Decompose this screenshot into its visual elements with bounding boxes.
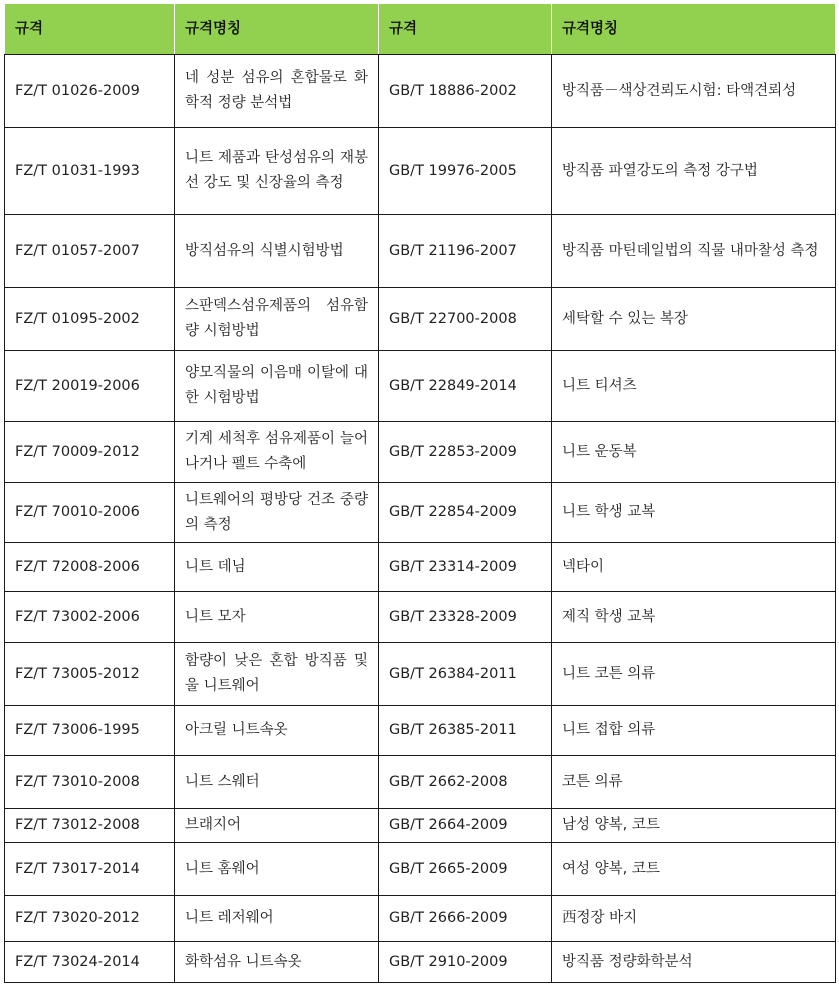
- standard-code-cell: FZ/T 73010-2008: [5, 756, 175, 809]
- standard-code-cell: GB/T 2910-2009: [379, 942, 552, 983]
- standard-code-cell: FZ/T 73005-2012: [5, 643, 175, 706]
- standard-name-cell: 니트 제품과 탄성섬유의 재봉선 강도 및 신장율의 측정: [175, 128, 379, 215]
- table-row: [5, 592, 836, 643]
- table-row: [5, 543, 836, 592]
- standard-code-cell: GB/T 23314-2009: [379, 543, 552, 592]
- standard-code-cell: FZ/T 73002-2006: [5, 592, 175, 643]
- table-row: [5, 643, 836, 706]
- standard-code-cell: GB/T 22853-2009: [379, 422, 552, 483]
- standard-name-cell: 니트 코튼 의류: [552, 643, 836, 706]
- standard-name-cell: 니트 홈웨어: [175, 843, 379, 896]
- table-row: [5, 483, 836, 543]
- standard-name-cell: 방직품－색상견뢰도시험: 타액견뢰성: [552, 55, 836, 128]
- table-row: [5, 422, 836, 483]
- standard-name-cell: 스판덱스섬유제품의 섬유함량 시험방법: [175, 288, 379, 351]
- standard-name-cell: 니트 접합 의류: [552, 706, 836, 756]
- standard-name-cell: 니트 레저웨어: [175, 896, 379, 942]
- table-row: [5, 942, 836, 983]
- header-code-2: 규격: [379, 4, 552, 55]
- table-row: [5, 351, 836, 422]
- standard-name-cell: 니트 티셔츠: [552, 351, 836, 422]
- standard-code-cell: GB/T 2666-2009: [379, 896, 552, 942]
- standard-name-cell: 양모직물의 이음매 이탈에 대한 시험방법: [175, 351, 379, 422]
- standard-name-cell: 니트웨어의 평방당 건조 중량의 측정: [175, 483, 379, 543]
- standard-name-cell: 네 성분 섬유의 혼합물로 화학적 정량 분석법: [175, 55, 379, 128]
- standard-name-cell: 기계 세척후 섬유제품이 늘어나거나 펠트 수축에: [175, 422, 379, 483]
- header-row: [5, 4, 836, 55]
- standard-name-cell: 화학섬유 니트속옷: [175, 942, 379, 983]
- standard-code-cell: GB/T 26385-2011: [379, 706, 552, 756]
- standard-code-cell: GB/T 22700-2008: [379, 288, 552, 351]
- standard-name-cell: 세탁할 수 있는 복장: [552, 288, 836, 351]
- standard-code-cell: GB/T 22854-2009: [379, 483, 552, 543]
- standard-name-cell: 여성 양복, 코트: [552, 843, 836, 896]
- standard-name-cell: 남성 양복, 코트: [552, 809, 836, 843]
- standard-code-cell: FZ/T 20019-2006: [5, 351, 175, 422]
- standard-name-cell: 西정장 바지: [552, 896, 836, 942]
- header-name-2: 규격명칭: [552, 4, 836, 55]
- standard-code-cell: FZ/T 70009-2012: [5, 422, 175, 483]
- standard-name-cell: 방직품 마틴데일법의 직물 내마찰성 측정: [552, 215, 836, 288]
- header-name-1: 규격명칭: [175, 4, 379, 55]
- standard-code-cell: GB/T 19976-2005: [379, 128, 552, 215]
- standard-name-cell: 함량이 낮은 혼합 방직품 및 울 니트웨어: [175, 643, 379, 706]
- standard-name-cell: 니트 스웨터: [175, 756, 379, 809]
- standard-code-cell: GB/T 2664-2009: [379, 809, 552, 843]
- table-row: [5, 706, 836, 756]
- standard-code-cell: GB/T 26384-2011: [379, 643, 552, 706]
- standard-code-cell: FZ/T 73012-2008: [5, 809, 175, 843]
- standard-code-cell: GB/T 22849-2014: [379, 351, 552, 422]
- table-row: [5, 288, 836, 351]
- standard-name-cell: 제직 학생 교복: [552, 592, 836, 643]
- table-row: [5, 128, 836, 215]
- standard-code-cell: FZ/T 73024-2014: [5, 942, 175, 983]
- header-code-1: 규격: [5, 4, 175, 55]
- standard-code-cell: FZ/T 01026-2009: [5, 55, 175, 128]
- standard-name-cell: 니트 학생 교복: [552, 483, 836, 543]
- table-row: [5, 215, 836, 288]
- table-row: [5, 756, 836, 809]
- standard-name-cell: 방직섬유의 식별시험방법: [175, 215, 379, 288]
- standard-name-cell: 방직품 정량화학분석: [552, 942, 836, 983]
- standard-name-cell: 니트 데님: [175, 543, 379, 592]
- standard-name-cell: 넥타이: [552, 543, 836, 592]
- standard-code-cell: GB/T 2662-2008: [379, 756, 552, 809]
- table-row: [5, 843, 836, 896]
- standard-code-cell: FZ/T 73017-2014: [5, 843, 175, 896]
- standard-code-cell: FZ/T 01095-2002: [5, 288, 175, 351]
- standards-table: [4, 3, 836, 983]
- standard-code-cell: FZ/T 73020-2012: [5, 896, 175, 942]
- standard-code-cell: FZ/T 73006-1995: [5, 706, 175, 756]
- standard-code-cell: FZ/T 01057-2007: [5, 215, 175, 288]
- standard-code-cell: GB/T 18886-2002: [379, 55, 552, 128]
- standard-code-cell: GB/T 21196-2007: [379, 215, 552, 288]
- standard-name-cell: 아크릴 니트속옷: [175, 706, 379, 756]
- standard-code-cell: FZ/T 72008-2006: [5, 543, 175, 592]
- standard-name-cell: 니트 운동복: [552, 422, 836, 483]
- standard-code-cell: FZ/T 01031-1993: [5, 128, 175, 215]
- standard-name-cell: 니트 모자: [175, 592, 379, 643]
- standard-name-cell: 코튼 의류: [552, 756, 836, 809]
- standard-code-cell: GB/T 2665-2009: [379, 843, 552, 896]
- table-row: [5, 55, 836, 128]
- standard-name-cell: 브래지어: [175, 809, 379, 843]
- standard-name-cell: 방직품 파열강도의 측정 강구법: [552, 128, 836, 215]
- table-row: [5, 896, 836, 942]
- standard-code-cell: FZ/T 70010-2006: [5, 483, 175, 543]
- standard-code-cell: GB/T 23328-2009: [379, 592, 552, 643]
- table-row: [5, 809, 836, 843]
